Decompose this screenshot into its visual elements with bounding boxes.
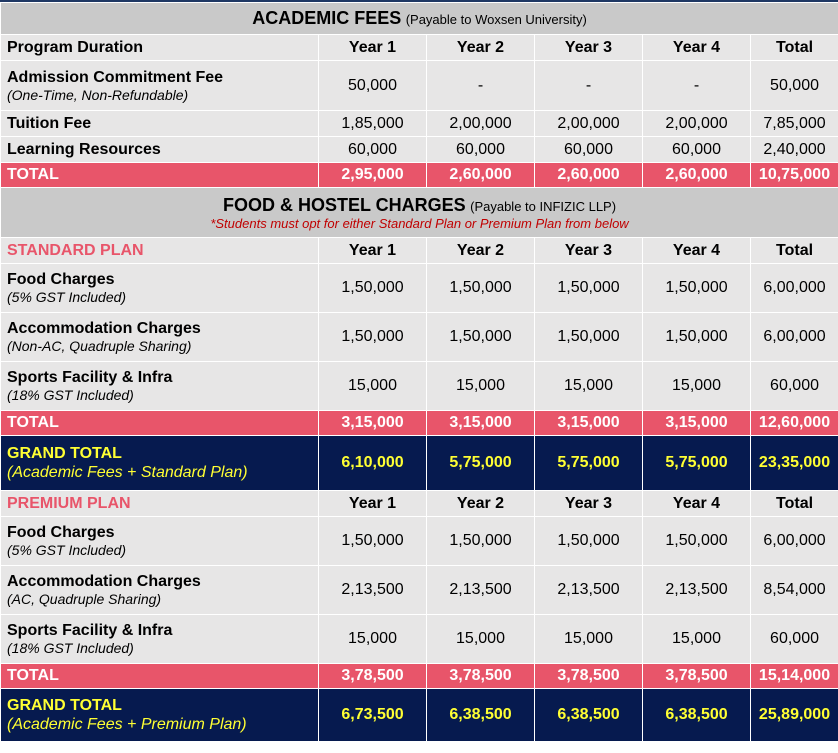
header-total: Total: [751, 491, 838, 517]
row-label: [1, 313, 319, 362]
cell-year-2: 15,000: [427, 362, 535, 411]
academic-total-row: [1, 163, 838, 188]
row-title: Admission Commitment Fee: [7, 68, 224, 86]
total-year-3: 2,60,000: [535, 163, 643, 188]
hostel-title-note: (Payable to INFIZIC LLP): [470, 198, 617, 214]
table-row: [1, 615, 838, 664]
table-row: [1, 61, 838, 111]
cell-year-1: 50,000: [319, 61, 427, 111]
total-year-3: 3,15,000: [535, 411, 643, 436]
cell-year-1: 2,13,500: [319, 566, 427, 615]
header-total: Total: [751, 238, 838, 264]
premium-total-row: [1, 664, 838, 689]
cell-year-2: 1,50,000: [427, 517, 535, 566]
cell-year-3: 60,000: [535, 137, 643, 163]
row-subtitle: (5% GST Included): [7, 289, 127, 305]
cell-total: 6,00,000: [751, 517, 838, 566]
table-row: [1, 137, 838, 163]
cell-year-4: 15,000: [643, 615, 751, 664]
total-total: 10,75,000: [751, 163, 838, 188]
cell-year-1: 60,000: [319, 137, 427, 163]
header-year-2: Year 2: [427, 35, 535, 61]
cell-total: 60,000: [751, 362, 838, 411]
cell-total: 50,000: [751, 61, 838, 111]
hostel-title: [1, 188, 838, 238]
grand-year-2: 6,38,500: [427, 689, 535, 742]
plan-notice: *Students must opt for either Standard Plan or Premium Plan from below: [210, 215, 629, 231]
cell-year-2: 1,50,000: [427, 264, 535, 313]
grand-total-label: [1, 689, 319, 742]
row-title: Tuition Fee: [1, 111, 319, 137]
header-year-1: Year 1: [319, 238, 427, 264]
grand-year-3: 5,75,000: [535, 436, 643, 491]
cell-year-4: 60,000: [643, 137, 751, 163]
header-year-4: Year 4: [643, 238, 751, 264]
total-year-1: 3,78,500: [319, 664, 427, 689]
grand-total-label: [1, 436, 319, 491]
total-year-4: 3,78,500: [643, 664, 751, 689]
header-year-2: Year 2: [427, 491, 535, 517]
cell-year-1: 15,000: [319, 615, 427, 664]
cell-year-3: 15,000: [535, 615, 643, 664]
cell-year-2: -: [427, 61, 535, 111]
total-year-4: 2,60,000: [643, 163, 751, 188]
cell-year-3: 2,00,000: [535, 111, 643, 137]
grand-year-4: 5,75,000: [643, 436, 751, 491]
total-label: TOTAL: [1, 163, 319, 188]
premium-grand-total-row: [1, 689, 838, 742]
cell-year-4: -: [643, 61, 751, 111]
grand-total-subtitle: (Academic Fees + Standard Plan): [7, 463, 248, 481]
grand-year-1: 6,10,000: [319, 436, 427, 491]
header-year-2: Year 2: [427, 238, 535, 264]
header-year-3: Year 3: [535, 238, 643, 264]
row-label: [1, 615, 319, 664]
grand-total-subtitle: (Academic Fees + Premium Plan): [7, 715, 247, 733]
row-title: Sports Facility & Infra: [7, 622, 173, 639]
header-year-1: Year 1: [319, 35, 427, 61]
grand-total-title: GRAND TOTAL: [7, 696, 122, 714]
row-label: [1, 566, 319, 615]
row-subtitle: (18% GST Included): [7, 640, 134, 656]
grand-year-4: 6,38,500: [643, 689, 751, 742]
cell-year-4: 1,50,000: [643, 517, 751, 566]
row-subtitle: (Non-AC, Quadruple Sharing): [7, 338, 192, 354]
header-year-4: Year 4: [643, 491, 751, 517]
row-title: Accommodation Charges: [7, 573, 201, 590]
total-year-2: 3,15,000: [427, 411, 535, 436]
grand-total: 23,35,000: [751, 436, 838, 491]
cell-year-2: 2,13,500: [427, 566, 535, 615]
cell-total: 7,85,000: [751, 111, 838, 137]
cell-total: 6,00,000: [751, 264, 838, 313]
row-subtitle: (One-Time, Non-Refundable): [7, 86, 189, 103]
hostel-title-text: FOOD & HOSTEL CHARGES: [222, 194, 466, 215]
academic-title: [1, 3, 838, 35]
cell-year-2: 1,50,000: [427, 313, 535, 362]
row-label: [1, 362, 319, 411]
cell-year-1: 15,000: [319, 362, 427, 411]
table-row: [1, 264, 838, 313]
row-label: [1, 517, 319, 566]
cell-year-3: 1,50,000: [535, 517, 643, 566]
total-year-1: 2,95,000: [319, 163, 427, 188]
table-row: [1, 362, 838, 411]
grand-year-1: 6,73,500: [319, 689, 427, 742]
cell-year-1: 1,50,000: [319, 313, 427, 362]
row-title: Sports Facility & Infra: [7, 369, 173, 386]
fee-table: [0, 2, 838, 742]
row-subtitle: (18% GST Included): [7, 387, 134, 403]
row-title: Food Charges: [7, 271, 115, 288]
grand-year-2: 5,75,000: [427, 436, 535, 491]
cell-total: 8,54,000: [751, 566, 838, 615]
cell-year-4: 2,00,000: [643, 111, 751, 137]
table-row: [1, 313, 838, 362]
cell-year-1: 1,50,000: [319, 517, 427, 566]
table-row: [1, 517, 838, 566]
table-row: [1, 111, 838, 137]
total-year-3: 3,78,500: [535, 664, 643, 689]
header-year-3: Year 3: [535, 35, 643, 61]
header-year-4: Year 4: [643, 35, 751, 61]
cell-year-4: 1,50,000: [643, 264, 751, 313]
cell-year-3: 1,50,000: [535, 264, 643, 313]
total-year-1: 3,15,000: [319, 411, 427, 436]
cell-year-3: -: [535, 61, 643, 111]
cell-total: 2,40,000: [751, 137, 838, 163]
cell-year-1: 1,50,000: [319, 264, 427, 313]
premium-plan-title: PREMIUM PLAN: [1, 491, 319, 517]
total-year-4: 3,15,000: [643, 411, 751, 436]
grand-total-title: GRAND TOTAL: [7, 444, 122, 462]
cell-year-1: 1,85,000: [319, 111, 427, 137]
cell-year-3: 15,000: [535, 362, 643, 411]
academic-header-row: [1, 35, 838, 61]
cell-year-3: 2,13,500: [535, 566, 643, 615]
standard-grand-total-row: [1, 436, 838, 491]
academic-title-row: [1, 3, 838, 35]
standard-header-row: [1, 238, 838, 264]
row-label: [1, 264, 319, 313]
cell-total: 60,000: [751, 615, 838, 664]
standard-plan-title: STANDARD PLAN: [1, 238, 319, 264]
standard-total-row: [1, 411, 838, 436]
row-title: Food Charges: [7, 524, 115, 541]
row-subtitle: (AC, Quadruple Sharing): [7, 591, 162, 607]
total-label: TOTAL: [1, 664, 319, 689]
cell-year-2: 2,00,000: [427, 111, 535, 137]
header-total: Total: [751, 35, 838, 61]
total-label: TOTAL: [1, 411, 319, 436]
grand-year-3: 6,38,500: [535, 689, 643, 742]
total-year-2: 3,78,500: [427, 664, 535, 689]
academic-title-text: ACADEMIC FEES: [252, 8, 402, 28]
cell-year-4: 2,13,500: [643, 566, 751, 615]
row-title: Accommodation Charges: [7, 320, 201, 337]
cell-year-2: 15,000: [427, 615, 535, 664]
premium-header-row: [1, 491, 838, 517]
cell-total: 6,00,000: [751, 313, 838, 362]
header-year-3: Year 3: [535, 491, 643, 517]
header-year-1: Year 1: [319, 491, 427, 517]
total-year-2: 2,60,000: [427, 163, 535, 188]
row-title: Learning Resources: [1, 137, 319, 163]
cell-year-3: 1,50,000: [535, 313, 643, 362]
cell-year-2: 60,000: [427, 137, 535, 163]
row-label: [1, 61, 319, 111]
total-total: 12,60,000: [751, 411, 838, 436]
total-total: 15,14,000: [751, 664, 838, 689]
academic-title-note: (Payable to Woxsen University): [405, 12, 587, 27]
hostel-title-row: [1, 188, 838, 238]
header-program-duration: Program Duration: [1, 35, 319, 61]
row-subtitle: (5% GST Included): [7, 542, 127, 558]
cell-year-4: 15,000: [643, 362, 751, 411]
grand-total: 25,89,000: [751, 689, 838, 742]
cell-year-4: 1,50,000: [643, 313, 751, 362]
table-row: [1, 566, 838, 615]
